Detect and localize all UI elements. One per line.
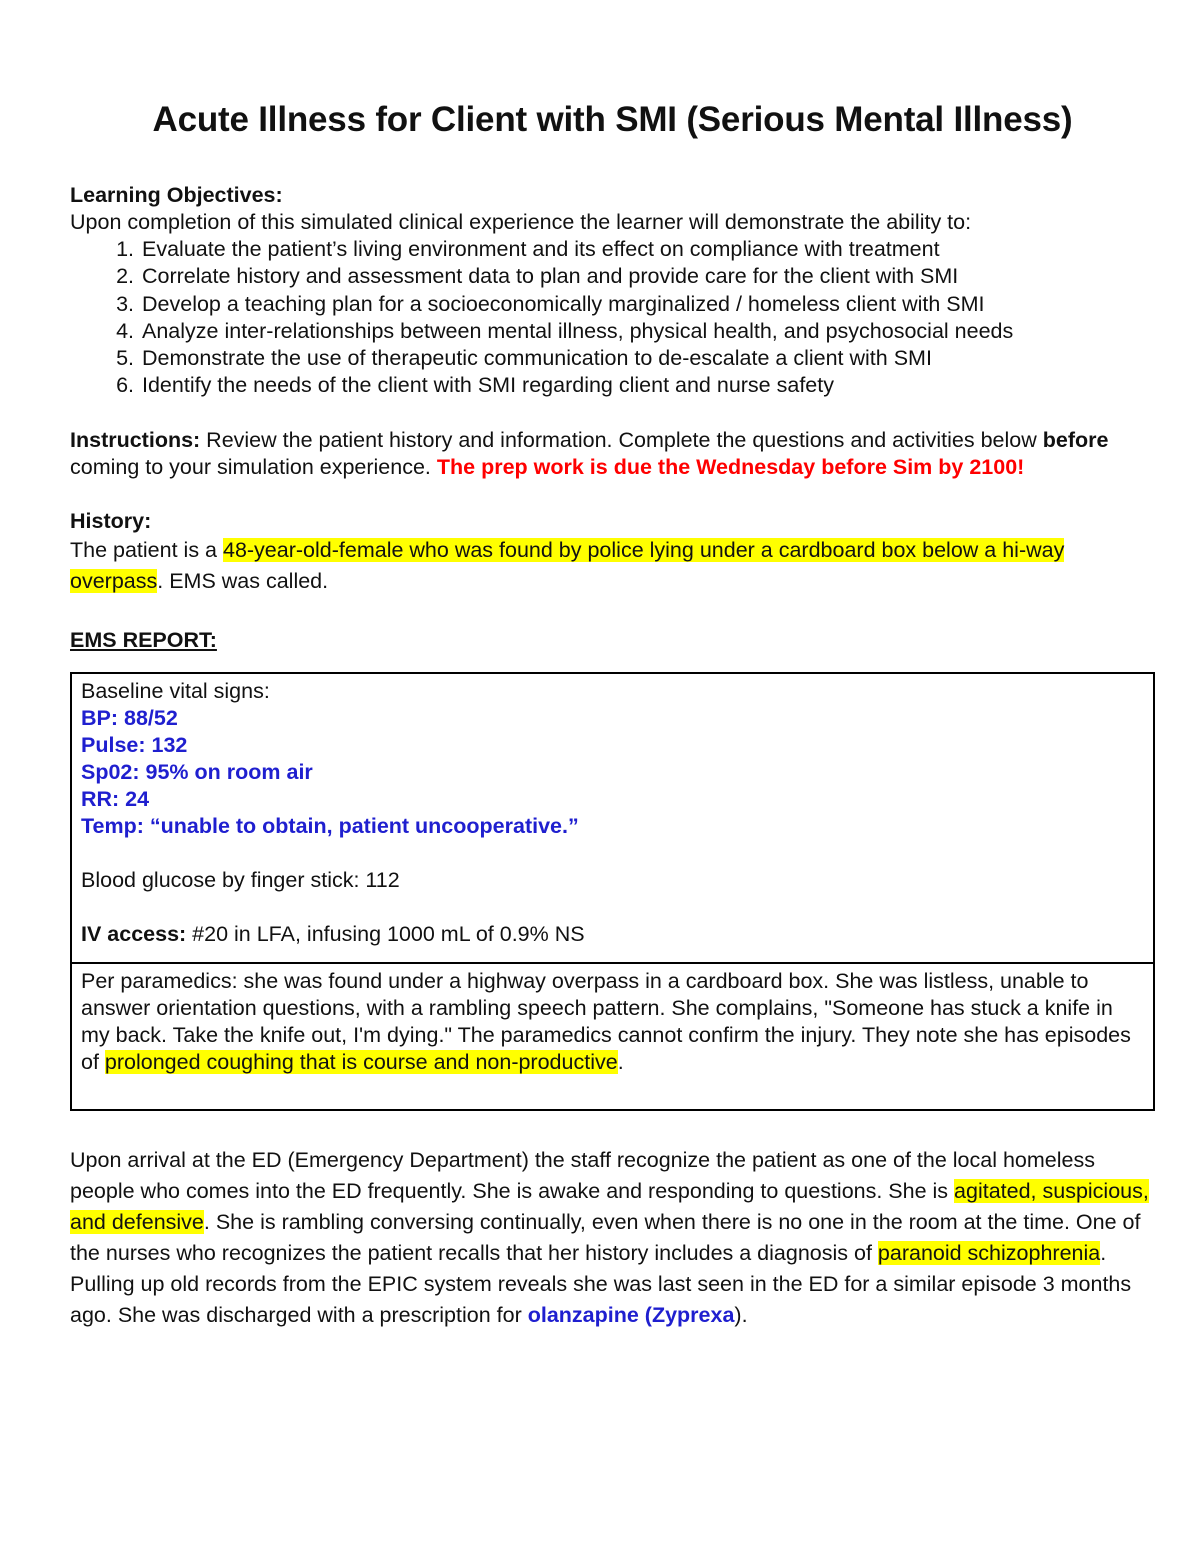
vital-rr: RR: 24 [81, 786, 150, 811]
paramedics-highlight: prolonged coughing that is course and non-productive [104, 1049, 618, 1074]
ed-text-4: ). [734, 1302, 748, 1327]
objective-item: 4. Analyze inter-relationships between mental illness, physical health, and psychosocial needs [140, 318, 1155, 345]
ems-report-heading: EMS REPORT: [70, 627, 217, 652]
glucose-reading: Blood glucose by finger stick: 112 [81, 867, 400, 892]
instructions-before: before [1042, 427, 1109, 452]
vital-pulse: Pulse: 132 [81, 732, 188, 757]
objectives-intro: Upon completion of this simulated clinical experience the learner will demonstrate the ability to: [70, 210, 972, 234]
objective-item: 6. Identify the needs of the client with SMI regarding client and nurse safety [140, 372, 1155, 399]
objective-item: 5. Demonstrate the use of therapeutic communication to de-escalate a client with SMI [140, 345, 1155, 372]
objectives-list [70, 236, 1155, 400]
ed-arrival-paragraph [70, 1145, 1155, 1331]
iv-access-text: #20 in LFA, infusing 1000 mL of 0.9% NS [186, 921, 585, 946]
history-prefix: The patient is a [70, 537, 223, 562]
ed-text-3: . Pulling up old records from the EPIC system reveals she was last seen in the ED for a similar episode 3 months ago. She was discharged with a prescription for [70, 1240, 1132, 1327]
objective-item: 2. Correlate history and assessment data to plan and provide care for the client with SMI [140, 263, 1155, 290]
history-paragraph [70, 535, 1155, 597]
ems-report-table [70, 672, 1155, 1111]
ems-paramedics-cell [72, 962, 1153, 1109]
ems-vitals-cell [72, 674, 1153, 962]
instructions-text-2: coming to your simulation experience. [70, 454, 437, 479]
paramedics-end: . [617, 1049, 624, 1074]
instructions-text: Review the patient history and information. Complete the questions and activities below [200, 427, 1043, 452]
objective-item: 3. Develop a teaching plan for a socioeconomically marginalized / homeless client with SMI [140, 291, 1155, 318]
ed-text-2: . She is rambling conversing continually, even when there is no one in the room at the time. One of the nurses who recognizes the patient recalls that her history includes a diagnosis of [70, 1209, 1141, 1265]
due-date-notice: The prep work is due the Wednesday before Sim by 2100! [436, 454, 1025, 479]
ed-highlight-agitated: agitated, suspicious, and defensive [70, 1178, 1149, 1234]
ed-text-1: Upon arrival at the ED (Emergency Department) the staff recognize the patient as one of the local homeless people who comes into the ED frequently. She is awake and responding to questions. She is [70, 1147, 1095, 1203]
history-suffix: . EMS was called. [157, 568, 329, 593]
vital-spo2: Sp02: 95% on room air [81, 759, 313, 784]
paramedics-text: Per paramedics: she was found under a highway overpass in a cardboard box. She was listless, unable to answer orientation questions, with a rambling speech pattern. She complains, "Someone has stuck a knife in my back. Take the knife out, I'm dying." The paramedics cannot confirm the injury. They note she has episodes of [81, 968, 1131, 1074]
document-title: Acute Illness for Client with SMI (Serious Mental Illness) [152, 100, 1073, 139]
objective-item: 1. Evaluate the patient’s living environment and its effect on compliance with treatment [140, 236, 1155, 263]
vital-temp: Temp: “unable to obtain, patient uncooperative.” [81, 813, 579, 838]
vital-bp: BP: 88/52 [81, 705, 178, 730]
history-heading: History: [70, 508, 152, 533]
iv-access-label: IV access: [81, 921, 187, 946]
vitals-label: Baseline vital signs: [81, 678, 270, 703]
history-highlight: 48-year-old-female who was found by police lying under a cardboard box below a hi-way overpass [70, 537, 1065, 593]
instructions-paragraph [70, 427, 1155, 481]
document-page [70, 100, 1155, 1331]
instructions-label: Instructions: [70, 427, 201, 452]
iv-access [81, 921, 1144, 948]
ed-highlight-diagnosis: paranoid schizophrenia [877, 1240, 1101, 1265]
ed-drug-name: olanzapine (Zyprexa [527, 1302, 735, 1327]
objectives-heading: Learning Objectives: [70, 183, 283, 207]
